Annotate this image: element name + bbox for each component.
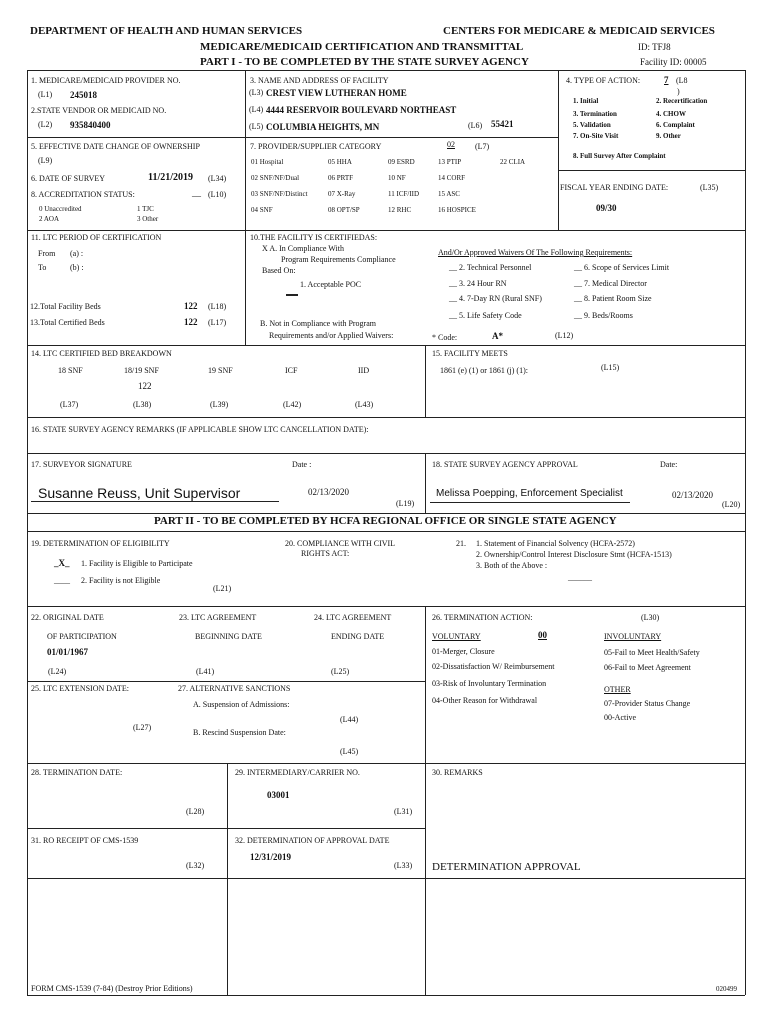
- facility-zip: 55421: [491, 119, 514, 129]
- s27-l45: (L45): [340, 747, 359, 756]
- cat-22: 22 CLIA: [500, 158, 526, 166]
- s18-code: (L20): [722, 500, 741, 509]
- s27-a: A. Suspension of Admissions:: [193, 700, 290, 709]
- s29-label: 29. INTERMEDIARY/CARRIER NO.: [235, 768, 360, 777]
- fy-code: (L35): [700, 183, 719, 192]
- form-number: FORM CMS-1539 (7-84) (Destroy Prior Editions): [31, 984, 193, 993]
- s32-code: (L33): [394, 861, 413, 870]
- provider-number: 245018: [70, 90, 97, 100]
- s22-label: 22. ORIGINAL DATE: [31, 613, 104, 622]
- eligible-mark: _X_: [54, 558, 70, 568]
- remarks-value: DETERMINATION APPROVAL: [432, 861, 581, 873]
- s3-l5: (L5): [249, 122, 264, 131]
- s26-code: (L30): [641, 613, 660, 622]
- s31-label: 31. RO RECEIPT OF CMS-1539: [31, 836, 139, 845]
- s17-label: 17. SURVEYOR SIGNATURE: [31, 460, 132, 469]
- provider-category-value: 02: [447, 140, 455, 149]
- cms-title: CENTERS FOR MEDICARE & MEDICAID SERVICES: [443, 25, 715, 37]
- approver-signature: Melissa Poepping, Enforcement Specialist: [436, 488, 623, 499]
- intermediary-number: 03001: [267, 790, 290, 800]
- cat-11: 11 ICF/IID: [388, 190, 420, 198]
- s1-code: (L1): [38, 90, 53, 99]
- other-07: 07-Provider Status Change: [604, 699, 691, 708]
- facility-name: CREST VIEW LUTHERAN HOME: [266, 88, 407, 98]
- action-opt-7: 7. On-Site Visit: [573, 132, 619, 140]
- fy-label: FISCAL YEAR ENDING DATE:: [560, 183, 669, 192]
- cat-13: 13 PTIP: [438, 158, 462, 166]
- s25-code: (L27): [133, 723, 152, 732]
- s10-label: 10.THE FACILITY IS CERTIFIEDAS:: [250, 233, 378, 242]
- facility-id: Facility ID: 00005: [640, 57, 707, 67]
- s6-code: (L34): [208, 174, 227, 183]
- waiver-8: __ 8. Patient Room Size: [574, 294, 652, 303]
- surveyor-date: 02/13/2020: [308, 487, 350, 497]
- bed-code-l43: (L43): [355, 400, 374, 409]
- cat-10: 10 NF: [388, 174, 406, 182]
- cat-14: 14 CORF: [438, 174, 466, 182]
- s24-label2: ENDING DATE: [331, 632, 385, 641]
- s17-date-label: Date :: [292, 460, 312, 469]
- s13-code: (L17): [208, 318, 227, 327]
- action-opt-8: 8. Full Survey After Complaint: [573, 152, 666, 160]
- waiver-7: __ 7. Medical Director: [574, 279, 647, 288]
- s10-xa: X A. In Compliance With: [262, 244, 344, 253]
- cat-16: 16 HOSPICE: [438, 206, 476, 214]
- s11-a: (a) :: [70, 249, 84, 258]
- vol-03: 03-Risk of Involuntary Termination: [432, 679, 547, 688]
- original-date: 01/01/1967: [47, 647, 89, 657]
- s10-reqs: Requirements and/or Applied Waivers:: [269, 331, 394, 340]
- waiver-3: __ 3. 24 Hour RN: [449, 279, 507, 288]
- s3-l6: (L6): [468, 121, 483, 130]
- bed-col-18snf: 18 SNF: [58, 366, 83, 375]
- cat-15: 15 ASC: [438, 190, 460, 198]
- s11-b: (b) :: [70, 263, 84, 272]
- s24-label: 24. LTC AGREEMENT: [314, 613, 392, 622]
- invol-05: 05-Fail to Meet Health/Safety: [604, 648, 700, 657]
- waiver-6: __ 6. Scope of Services Limit: [574, 263, 670, 272]
- total-beds: 122: [184, 301, 198, 311]
- approval-determination-date: 12/31/2019: [250, 852, 292, 862]
- s4-label: 4. TYPE OF ACTION:: [566, 76, 641, 85]
- action-opt-4: 4. CHOW: [656, 110, 686, 118]
- other-heading: OTHER: [604, 685, 631, 694]
- s30-label: 30. REMARKS: [432, 768, 483, 777]
- s10-based: Based On:: [262, 266, 296, 275]
- dept-title: DEPARTMENT OF HEALTH AND HUMAN SERVICES: [30, 25, 303, 37]
- s18-date-label: Date:: [660, 460, 678, 469]
- facility-city: COLUMBIA HEIGHTS, MN: [266, 122, 380, 132]
- s15-code: (L15): [601, 363, 620, 372]
- s27-l44: (L44): [340, 715, 359, 724]
- bed-code-l38: (L38): [133, 400, 152, 409]
- s4-code: (L8: [676, 76, 688, 85]
- s14-label: 14. LTC CERTIFIED BED BREAKDOWN: [31, 349, 172, 358]
- form-id: ID: TFJ8: [638, 42, 671, 52]
- s21-num: 21.: [456, 539, 466, 548]
- s29-code: (L31): [394, 807, 413, 816]
- s11-from: From: [38, 249, 56, 258]
- survey-date: 11/21/2019: [148, 172, 194, 183]
- cat-01: 01 Hospital: [251, 158, 284, 166]
- s10-notc: B. Not in Compliance with Program: [260, 319, 376, 328]
- s21-item3: 3. Both of the Above :: [476, 561, 548, 570]
- s20-label2: RIGHTS ACT:: [301, 549, 350, 558]
- cat-04: 04 SNF: [251, 206, 273, 214]
- s17-code: (L19): [396, 499, 415, 508]
- other-00: 00-Active: [604, 713, 636, 722]
- s7-code: (L7): [475, 142, 490, 151]
- cat-09: 09 ESRD: [388, 158, 415, 166]
- s16-label: 16. STATE SURVEY AGENCY REMARKS (IF APPLICABLE SHOW LTC CANCELLATION DATE):: [31, 425, 369, 434]
- vol-02: 02-Dissatisfaction W/ Reimbursement: [432, 662, 555, 671]
- cat-03: 03 SNF/NF/Distinct: [251, 190, 308, 198]
- s2-code: (L2): [38, 120, 53, 129]
- approval-date: 02/13/2020: [672, 490, 714, 500]
- s23-label: 23. LTC AGREEMENT: [179, 613, 257, 622]
- s19-opt1: 1. Facility is Eligible to Participate: [81, 559, 193, 568]
- s8-blank: __: [192, 188, 201, 198]
- accred-opt-1: 1 TJC: [137, 205, 154, 213]
- s23-label2: BEGINNING DATE: [195, 632, 262, 641]
- s25-label: 25. LTC EXTENSION DATE:: [31, 684, 129, 693]
- s23-code: (L41): [196, 667, 215, 676]
- termination-value: 00: [538, 630, 547, 640]
- waiver-5: __ 5. Life Safety Code: [449, 311, 522, 320]
- s11-label: 11. LTC PERIOD OF CERTIFICATION: [31, 233, 162, 242]
- involuntary-heading: INVOLUNTARY: [604, 632, 662, 641]
- action-opt-3: 3. Termination: [573, 110, 617, 118]
- action-opt-1: 1. Initial: [573, 97, 599, 105]
- s5-code: (L9): [38, 156, 53, 165]
- waiver-2: __ 2. Technical Personnel: [449, 263, 532, 272]
- fy-value: 09/30: [596, 203, 617, 213]
- s27-b: B. Rescind Suspension Date:: [193, 728, 286, 737]
- s2-label: 2.STATE VENDOR OR MEDICAID NO.: [31, 106, 167, 115]
- s3-label: 3. NAME AND ADDRESS OF FACILITY: [250, 76, 389, 85]
- facility-street: 4444 RESERVOIR BOULEVARD NORTHEAST: [266, 105, 457, 115]
- waiver-4: __ 4. 7-Day RN (Rural SNF): [449, 294, 542, 303]
- s18-label: 18. STATE SURVEY AGENCY APPROVAL: [432, 460, 578, 469]
- s28-code: (L28): [186, 807, 205, 816]
- accred-opt-2: 2 AOA: [39, 215, 60, 223]
- bed-col-iid: IID: [358, 366, 370, 375]
- s10-code-value: A*: [492, 331, 503, 341]
- s5-label: 5. EFFECTIVE DATE CHANGE OF OWNERSHIP: [31, 142, 200, 151]
- s12-code: (L18): [208, 302, 227, 311]
- bed-code-l37: (L37): [60, 400, 79, 409]
- s28-label: 28. TERMINATION DATE:: [31, 768, 123, 777]
- bed-code-l42: (L42): [283, 400, 302, 409]
- vol-01: 01-Merger, Closure: [432, 647, 495, 656]
- accred-opt-3: 3 Other: [137, 215, 159, 223]
- vendor-number: 935840400: [70, 120, 111, 130]
- s7-label: 7. PROVIDER/SUPPLIER CATEGORY: [250, 142, 382, 151]
- cat-06: 06 PRTF: [328, 174, 354, 182]
- s12-label: 12.Total Facility Beds: [30, 302, 101, 311]
- s8-label: 8. ACCREDITATION STATUS:: [31, 190, 135, 199]
- s19-code: (L21): [213, 584, 232, 593]
- action-opt-9: 9. Other: [656, 132, 681, 140]
- bed-code-l39: (L39): [210, 400, 229, 409]
- bed-col-19snf: 19 SNF: [208, 366, 233, 375]
- s15-label: 15. FACILITY MEETS: [432, 349, 508, 358]
- form-code: 020499: [716, 985, 737, 993]
- cat-05: 05 HHA: [328, 158, 352, 166]
- s10-code-label: * Code:: [432, 333, 458, 342]
- s3-l4: (L4): [249, 105, 264, 114]
- action-type-value: 7: [664, 75, 669, 85]
- accred-opt-0: 0 Unaccredited: [39, 205, 82, 213]
- voluntary-heading: VOLUNTARY: [432, 632, 481, 641]
- s21-item1: 1. Statement of Financial Solvency (HCFA-2572): [476, 539, 635, 548]
- s19-blank: ____: [54, 576, 70, 585]
- s10-l12: (L12): [555, 331, 574, 340]
- cat-07: 07 X-Ray: [328, 190, 356, 198]
- s32-label: 32. DETERMINATION OF APPROVAL DATE: [235, 836, 390, 845]
- bed-col-icf: ICF: [285, 366, 298, 375]
- s19-opt2: 2. Facility is not Eligible: [81, 576, 161, 585]
- bed-1819snf-value: 122: [138, 381, 152, 391]
- action-opt-2: 2. Recertification: [656, 97, 708, 105]
- cat-12: 12 RHC: [388, 206, 412, 214]
- action-opt-5: 5. Validation: [573, 121, 611, 129]
- s20-label1: 20. COMPLIANCE WITH CIVIL: [285, 539, 396, 548]
- s4-paren: ): [677, 87, 680, 96]
- s19-label: 19. DETERMINATION OF ELIGIBILITY: [31, 539, 170, 548]
- s26-label: 26. TERMINATION ACTION:: [432, 613, 533, 622]
- s10-prc: Program Requirements Compliance: [281, 255, 396, 264]
- s22-code: (L24): [48, 667, 67, 676]
- s8-code: (L10): [208, 190, 227, 199]
- surveyor-signature: Susanne Reuss, Unit Supervisor: [38, 485, 241, 501]
- s11-to: To: [38, 263, 47, 272]
- s31-code: (L32): [186, 861, 205, 870]
- cat-02: 02 SNF/NF/Dual: [251, 174, 300, 182]
- s21-blank: ______: [568, 573, 592, 582]
- s27-label: 27. ALTERNATIVE SANCTIONS: [178, 684, 291, 693]
- waivers-heading: And/Or Approved Waivers Of The Following Requirements:: [438, 248, 633, 257]
- s13-label: 13.Total Certified Beds: [30, 318, 105, 327]
- s15-text: 1861 (e) (1) or 1861 (j) (1):: [440, 366, 528, 375]
- s21-item2: 2. Ownership/Control Interest Disclosure Stmt (HCFA-1513): [476, 550, 672, 559]
- invol-06: 06-Fail to Meet Agreement: [604, 663, 691, 672]
- cat-08: 08 OPT/SP: [328, 206, 360, 214]
- bed-col-1819snf: 18/19 SNF: [124, 366, 159, 375]
- part2-title: PART II - TO BE COMPLETED BY HCFA REGIONAL OFFICE OR SINGLE STATE AGENCY: [154, 515, 617, 527]
- s1-label: 1. MEDICARE/MEDICAID PROVIDER NO.: [31, 76, 181, 85]
- certified-beds: 122: [184, 317, 198, 327]
- s10-poc: 1. Acceptable POC: [300, 280, 362, 289]
- waiver-9: __ 9. Beds/Rooms: [574, 311, 633, 320]
- form-title: MEDICARE/MEDICAID CERTIFICATION AND TRANSMITTAL: [200, 41, 524, 53]
- s22-label2: OF PARTICIPATION: [47, 632, 117, 641]
- s6-label: 6. DATE OF SURVEY: [31, 174, 106, 183]
- s24-code: (L25): [331, 667, 350, 676]
- s3-l3: (L3): [249, 88, 264, 97]
- action-opt-6: 6. Complaint: [656, 121, 695, 129]
- vol-04: 04-Other Reason for Withdrawal: [432, 696, 538, 705]
- part1-title: PART I - TO BE COMPLETED BY THE STATE SURVEY AGENCY: [200, 56, 529, 68]
